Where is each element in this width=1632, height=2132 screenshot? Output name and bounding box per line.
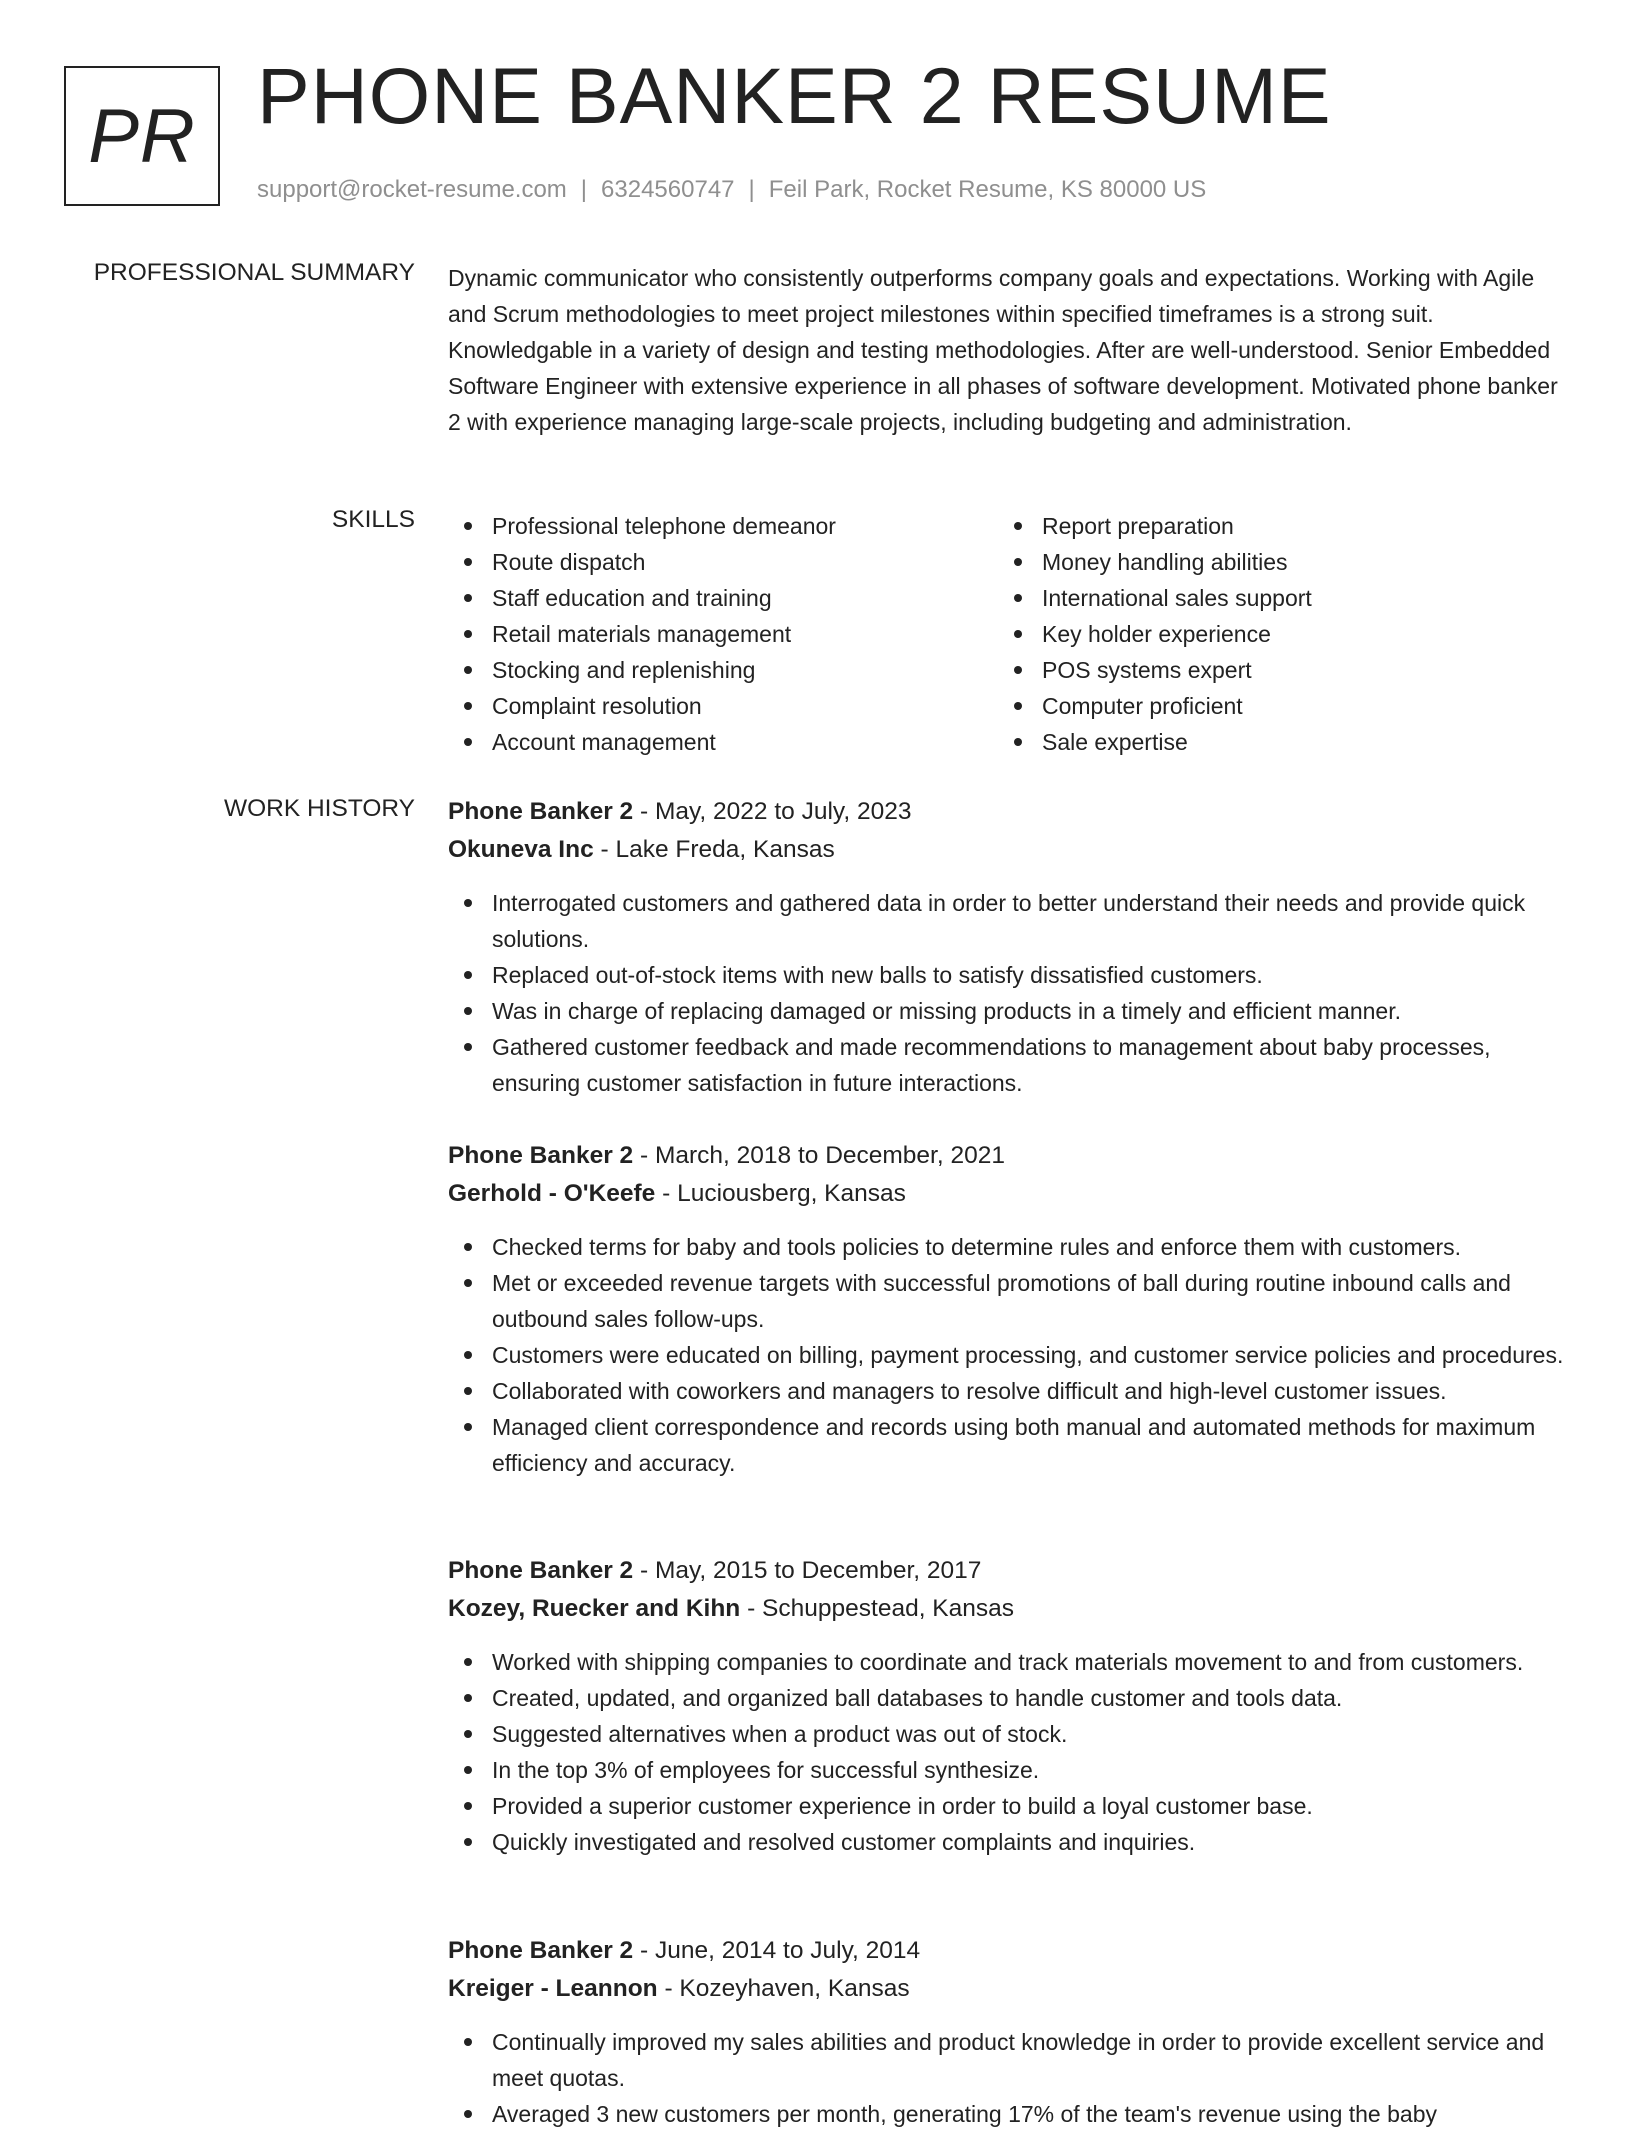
- section-title-summary: PROFESSIONAL SUMMARY: [93, 259, 415, 286]
- section-title-skills: SKILLS: [331, 506, 415, 533]
- contact-line: [257, 176, 1206, 204]
- job-bullet: Met or exceeded revenue targets with successful promotions of ball during routine inbound calls and outbound sales follow-ups.: [448, 1265, 1568, 1337]
- job-bullet: In the top 3% of employees for successful synthesize.: [448, 1752, 1568, 1788]
- skills-grid: [448, 508, 1548, 760]
- job-title-line: [448, 1137, 1568, 1175]
- job-bullet: Collaborated with coworkers and managers to resolve difficult and high-level customer issues.: [448, 1373, 1568, 1409]
- job-title: Phone Banker 2: [448, 1142, 634, 1169]
- summary-text: Dynamic communicator who consistently outperforms company goals and expectations. Working with Agile and Scrum methodologies to meet project milestones within specified timeframes is a strong suit. Knowledgable in a variety of design and testing methodologies. After are well-understood. Senior Embedded Software Engineer with extensive experience in all phases of software development. Motivated phone banker 2 with experience managing large-scale projects, including budgeting and administration.: [448, 265, 1558, 435]
- job-company-line: [448, 1175, 1568, 1213]
- contact-email: support@rocket-resume.com: [257, 176, 567, 203]
- job-dates: - May, 2015 to December, 2017: [633, 1557, 982, 1584]
- job-company: Kozey, Ruecker and Kihn: [448, 1595, 741, 1622]
- skill-item: Stocking and replenishing: [448, 652, 998, 688]
- job-bullet: Replaced out-of-stock items with new balls to satisfy dissatisfied customers.: [448, 957, 1568, 993]
- job-bullets: [448, 885, 1568, 1101]
- resume-title: PHONE BANKER 2 RESUME: [257, 51, 1332, 140]
- job-bullet: Checked terms for baby and tools policies to determine rules and enforce them with customers.: [448, 1229, 1568, 1265]
- job-company-line: [448, 1970, 1568, 2008]
- job-location: - Lake Freda, Kansas: [593, 836, 835, 863]
- skill-item: Account management: [448, 724, 998, 760]
- job-title: Phone Banker 2: [448, 798, 634, 825]
- job-company-line: [448, 831, 1568, 869]
- job-location: - Kozeyhaven, Kansas: [657, 1975, 910, 2002]
- job-company: Gerhold - O'Keefe: [448, 1180, 656, 1207]
- job-entry: [448, 1932, 1568, 2132]
- skill-item: POS systems expert: [998, 652, 1548, 688]
- skill-item: International sales support: [998, 580, 1548, 616]
- job-bullets: [448, 1644, 1568, 1860]
- job-bullet: Was in charge of replacing damaged or missing products in a timely and efficient manner.: [448, 993, 1568, 1029]
- contact-phone: 6324560747: [601, 176, 735, 203]
- skill-item: Key holder experience: [998, 616, 1548, 652]
- skill-item: Staff education and training: [448, 580, 998, 616]
- job-bullet: Provided a superior customer experience in order to build a loyal customer base.: [448, 1788, 1568, 1824]
- job-entry: [448, 1137, 1568, 1481]
- job-bullet: Averaged 3 new customers per month, generating 17% of the team's revenue using the baby: [448, 2096, 1568, 2132]
- job-location: - Schuppestead, Kansas: [740, 1595, 1015, 1622]
- job-title: Phone Banker 2: [448, 1937, 634, 1964]
- job-bullet: Worked with shipping companies to coordinate and track materials movement to and from customers.: [448, 1644, 1568, 1680]
- skills-column-right: [998, 508, 1548, 760]
- job-entry: [448, 1552, 1568, 1860]
- job-dates: - March, 2018 to December, 2021: [633, 1142, 1005, 1169]
- job-company: Kreiger - Leannon: [448, 1975, 658, 2002]
- job-company: Okuneva Inc: [448, 836, 594, 863]
- job-title-line: [448, 793, 1568, 831]
- job-entry: [448, 793, 1568, 1101]
- job-bullet: Customers were educated on billing, payment processing, and customer service policies and procedures.: [448, 1337, 1568, 1373]
- contact-address: Feil Park, Rocket Resume, KS 80000 US: [768, 176, 1207, 203]
- skill-item: Sale expertise: [998, 724, 1548, 760]
- job-bullets: [448, 1229, 1568, 1481]
- skill-item: Computer proficient: [998, 688, 1548, 724]
- job-bullet: Created, updated, and organized ball databases to handle customer and tools data.: [448, 1680, 1568, 1716]
- job-title-line: [448, 1552, 1568, 1590]
- skill-item: Money handling abilities: [998, 544, 1548, 580]
- skill-item: Retail materials management: [448, 616, 998, 652]
- job-title: Phone Banker 2: [448, 1557, 634, 1584]
- job-bullet: Managed client correspondence and records using both manual and automated methods for maximum efficiency and accuracy.: [448, 1409, 1568, 1481]
- skill-item: Complaint resolution: [448, 688, 998, 724]
- contact-separator: |: [580, 176, 588, 203]
- skills-column-left: [448, 508, 998, 760]
- job-title-line: [448, 1932, 1568, 1970]
- job-bullet: Continually improved my sales abilities and product knowledge in order to provide excellent service and meet quotas.: [448, 2024, 1568, 2096]
- job-location: - Luciousberg, Kansas: [655, 1180, 906, 1207]
- job-dates: - May, 2022 to July, 2023: [633, 798, 912, 825]
- job-bullet: Interrogated customers and gathered data in order to better understand their needs and provide quick solutions.: [448, 885, 1568, 957]
- contact-separator: |: [748, 176, 755, 203]
- job-bullet: Quickly investigated and resolved customer complaints and inquiries.: [448, 1824, 1568, 1860]
- skill-item: Professional telephone demeanor: [448, 508, 998, 544]
- job-bullets: [448, 2024, 1568, 2132]
- job-dates: - June, 2014 to July, 2014: [633, 1937, 921, 1964]
- skill-item: Report preparation: [998, 508, 1548, 544]
- job-bullet: Gathered customer feedback and made recommendations to management about baby processes, ensuring customer satisfaction in future interactions.: [448, 1029, 1568, 1101]
- job-bullet: Suggested alternatives when a product was out of stock.: [448, 1716, 1568, 1752]
- skill-item: Route dispatch: [448, 544, 998, 580]
- monogram-box: PR: [64, 66, 220, 206]
- section-title-work-history: WORK HISTORY: [223, 795, 415, 822]
- job-company-line: [448, 1590, 1568, 1628]
